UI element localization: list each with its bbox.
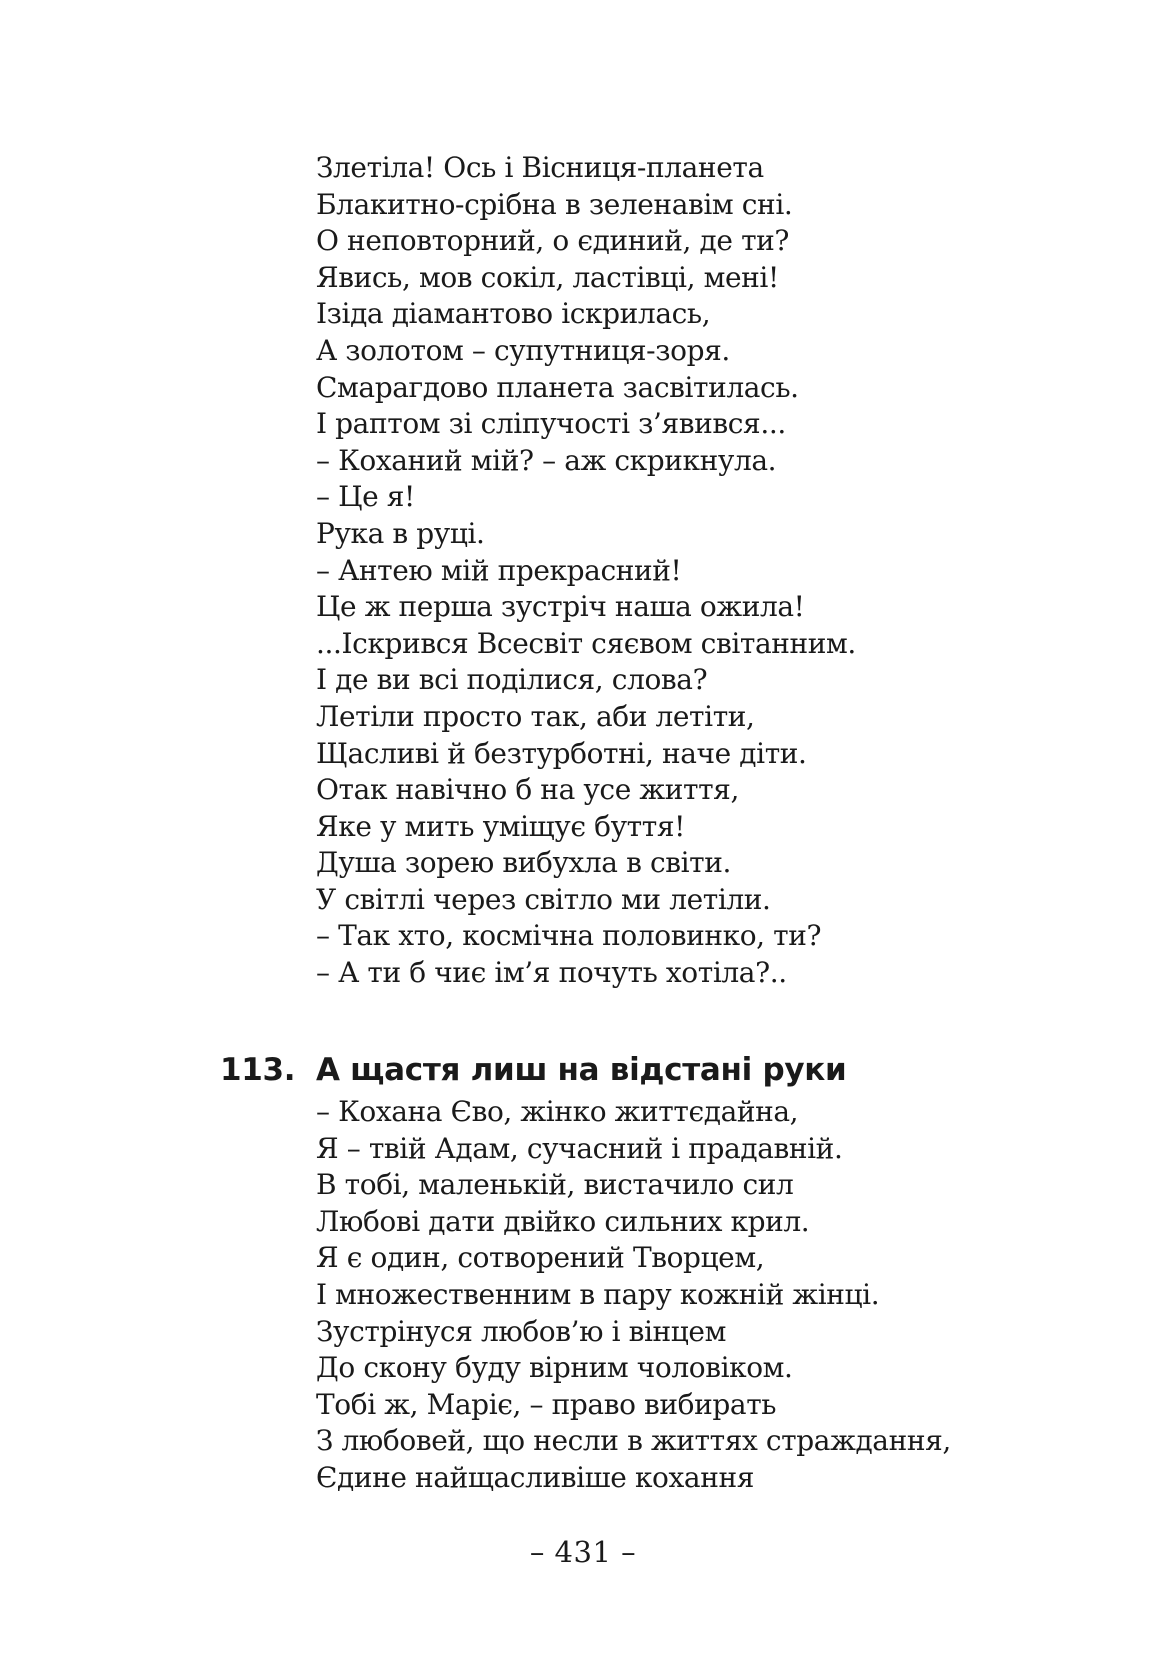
verse-line: Рука в руці. (316, 516, 485, 550)
verse-line: Злетіла! Ось і Вісниця-планета (316, 151, 764, 184)
verse-line: У світлі через світло ми летіли. (316, 882, 771, 916)
verse-line: З любовей, що несли в життях страждання, (316, 1424, 951, 1458)
verse-line: Єдине найщасливіше кохання (316, 1460, 754, 1494)
page-number: – 431 – (529, 1535, 637, 1569)
verse-line: Блакитно-срібна в зеленавім сні. (316, 187, 793, 221)
verse-line: Щасливі й безтурботні, наче діти. (316, 736, 807, 770)
verse-line: О неповторний, о єдиний, де ти? (316, 224, 790, 258)
verse-line: Явись, мов сокіл, ластівці, мені! (316, 260, 779, 294)
verse-line: – Це я! (316, 480, 415, 514)
verse-section-continued (316, 150, 856, 992)
verse-line: Я є один, сотворений Творцем, (316, 1241, 765, 1275)
verse-line: Отак навічно б на усе життя, (316, 773, 739, 807)
verse-line: Смарагдово планета засвітилась. (316, 370, 799, 404)
verse-line: Зустрінуся любов’ю і вінцем (316, 1314, 726, 1348)
verse-line: В тобі, маленькій, вистачило сил (316, 1168, 794, 1202)
poem-113-verse (316, 1094, 951, 1497)
verse-line: Тобі ж, Маріє, – право вибирать (316, 1387, 777, 1421)
verse-line: – А ти б чиє ім’я почуть хотіла?.. (316, 956, 787, 990)
verse-line: Це ж перша зустріч наша ожила! (316, 590, 805, 624)
verse-line: – Так хто, космічна половинко, ти? (316, 919, 822, 953)
verse-line: Любові дати двійко сильних крил. (316, 1204, 810, 1238)
verse-line: Ізіда діамантово іскрилась, (316, 297, 711, 331)
verse-line: Душа зорею вибухла в світи. (316, 846, 732, 880)
verse-line: – Кохана Єво, жінко життєдайна, (316, 1095, 799, 1128)
verse-line: І множественним в пару кожній жінці. (316, 1277, 880, 1311)
poem-number: 113. (220, 1052, 296, 1088)
poem-heading (220, 1050, 846, 1090)
verse-line: Я – твій Адам, сучасний і прадавній. (316, 1131, 843, 1165)
verse-line: І де ви всі поділися, слова? (316, 663, 708, 697)
verse-line: – Антею мій прекрасний! (316, 553, 682, 587)
verse-line: Летіли просто так, аби летіти, (316, 699, 755, 733)
verse-line: До скону буду вірним чоловіком. (316, 1351, 793, 1385)
verse-line: Яке у мить уміщує буття! (316, 809, 685, 843)
verse-line: І раптом зі сліпучості з’явився... (316, 407, 786, 441)
verse-line: – Коханий мій? – аж скрикнула. (316, 443, 777, 477)
verse-line: А золотом – супутниця-зоря. (316, 333, 730, 367)
verse-line: ...Іскрився Всесвіт сяєвом світанним. (316, 626, 856, 660)
poem-title: А щастя лиш на відстані руки (316, 1052, 847, 1088)
